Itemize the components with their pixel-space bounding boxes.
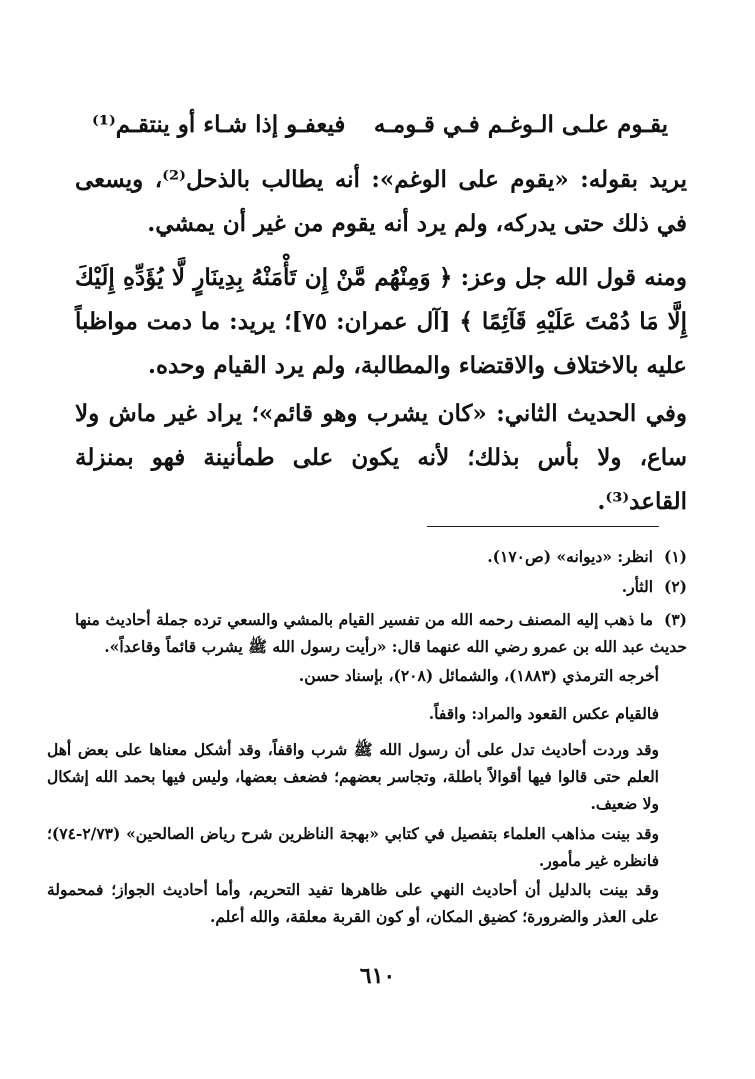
footnote-2 [75,573,687,600]
footnote-text: الثأر. [621,577,653,596]
verse-first-hemistich: يقـوم علـى الـوغـم فـي قـومـه [373,111,668,138]
footnote-3 [75,606,687,660]
footnote-divider [427,526,659,527]
footnote-number: (٣) [663,610,687,629]
footnote-3-discussion: وقد وردت أحاديث تدل على أن رسول الله ﷺ شرب واقفاً، وقد أشكل معناها على بعض أهل العلم حتى قالوا فيها أقوالاً باطلة، وتجاسر بعضهم؛ فضعف بعضها، وليس فيها بحمد الله إشكال ولا ضعيف. [47,740,659,813]
footnote-text: ما ذهب إليه المصنف رحمه الله من تفسير القيام بالمشي والسعي ترده جملة أحاديث منها حديث عبد الله بن عمرو رضي الله عنهما قال: «رأيت رسول الله ﷺ يشرب قائماً وقاعداً». [75,610,687,656]
paragraph-1: يريد بقوله: «يقوم على الوغم»: أنه يطالب بالذحل⁽²⁾، ويسعى في ذلك حتى يدركه، ولم يرد أنه يقوم من غير أن يمشي. [75,166,687,237]
page-number: ٦١٠ [359,963,396,989]
paragraph-2: ومنه قول الله جل وعز: ﴿ وَمِنْهُم مَّنْ إِن تَأْمَنْهُ بِدِينَارٍ لَّا يُؤَدِّهِ إِلَيْكَ إِلَّا مَا دُمْتَ عَلَيْهِ قَآئِمًا ﴾ [آل عمران: ٧٥]؛ يريد: ما دمت مواظباً عليه بالاختلاف والاقتضاء والمطالبة، ولم يرد القيام وحده. [75,264,687,379]
paragraph-3: وفي الحديث الثاني: «كان يشرب وهو قائم»؛ يراد غير ماش ولا ساع، ولا بأس بذلك؛ لأنه يكون على طمأنينة فهو بمنزلة القاعد⁽³⁾. [75,400,687,515]
footnote-3-meaning: فالقيام عكس القعود والمراد: واقفاً. [428,704,659,723]
poetry-verse [92,103,668,143]
verse-second-hemistich: فيعفـو إذا شـاء أو ينتقـم⁽¹⁾ [92,111,346,138]
footnote-text: انظر: «ديوانه» (ص١٧٠). [487,547,653,566]
footnote-1 [75,543,687,570]
footnote-number: (٢) [663,577,687,596]
footnote-3-reference: وقد بينت مذاهب العلماء بتفصيل في كتابي «بهجة الناظرين شرح رياض الصالحين» (٢/٧٣-٧٤)؛ فانظره غير مأمور. [47,824,659,870]
footnote-3-takhrij: أخرجه الترمذي (١٨٨٣)، والشمائل (٢٠٨)، بإسناد حسن. [298,666,659,685]
footnote-3-conclusion: وقد بينت بالدليل أن أحاديث النهي على ظاهرها تفيد التحريم، وأما أحاديث الجواز؛ فمحمولة على العذر والضرورة؛ كضيق المكان، أو كون القربة معلقة، والله أعلم. [47,880,659,926]
footnote-number: (١) [663,547,687,566]
